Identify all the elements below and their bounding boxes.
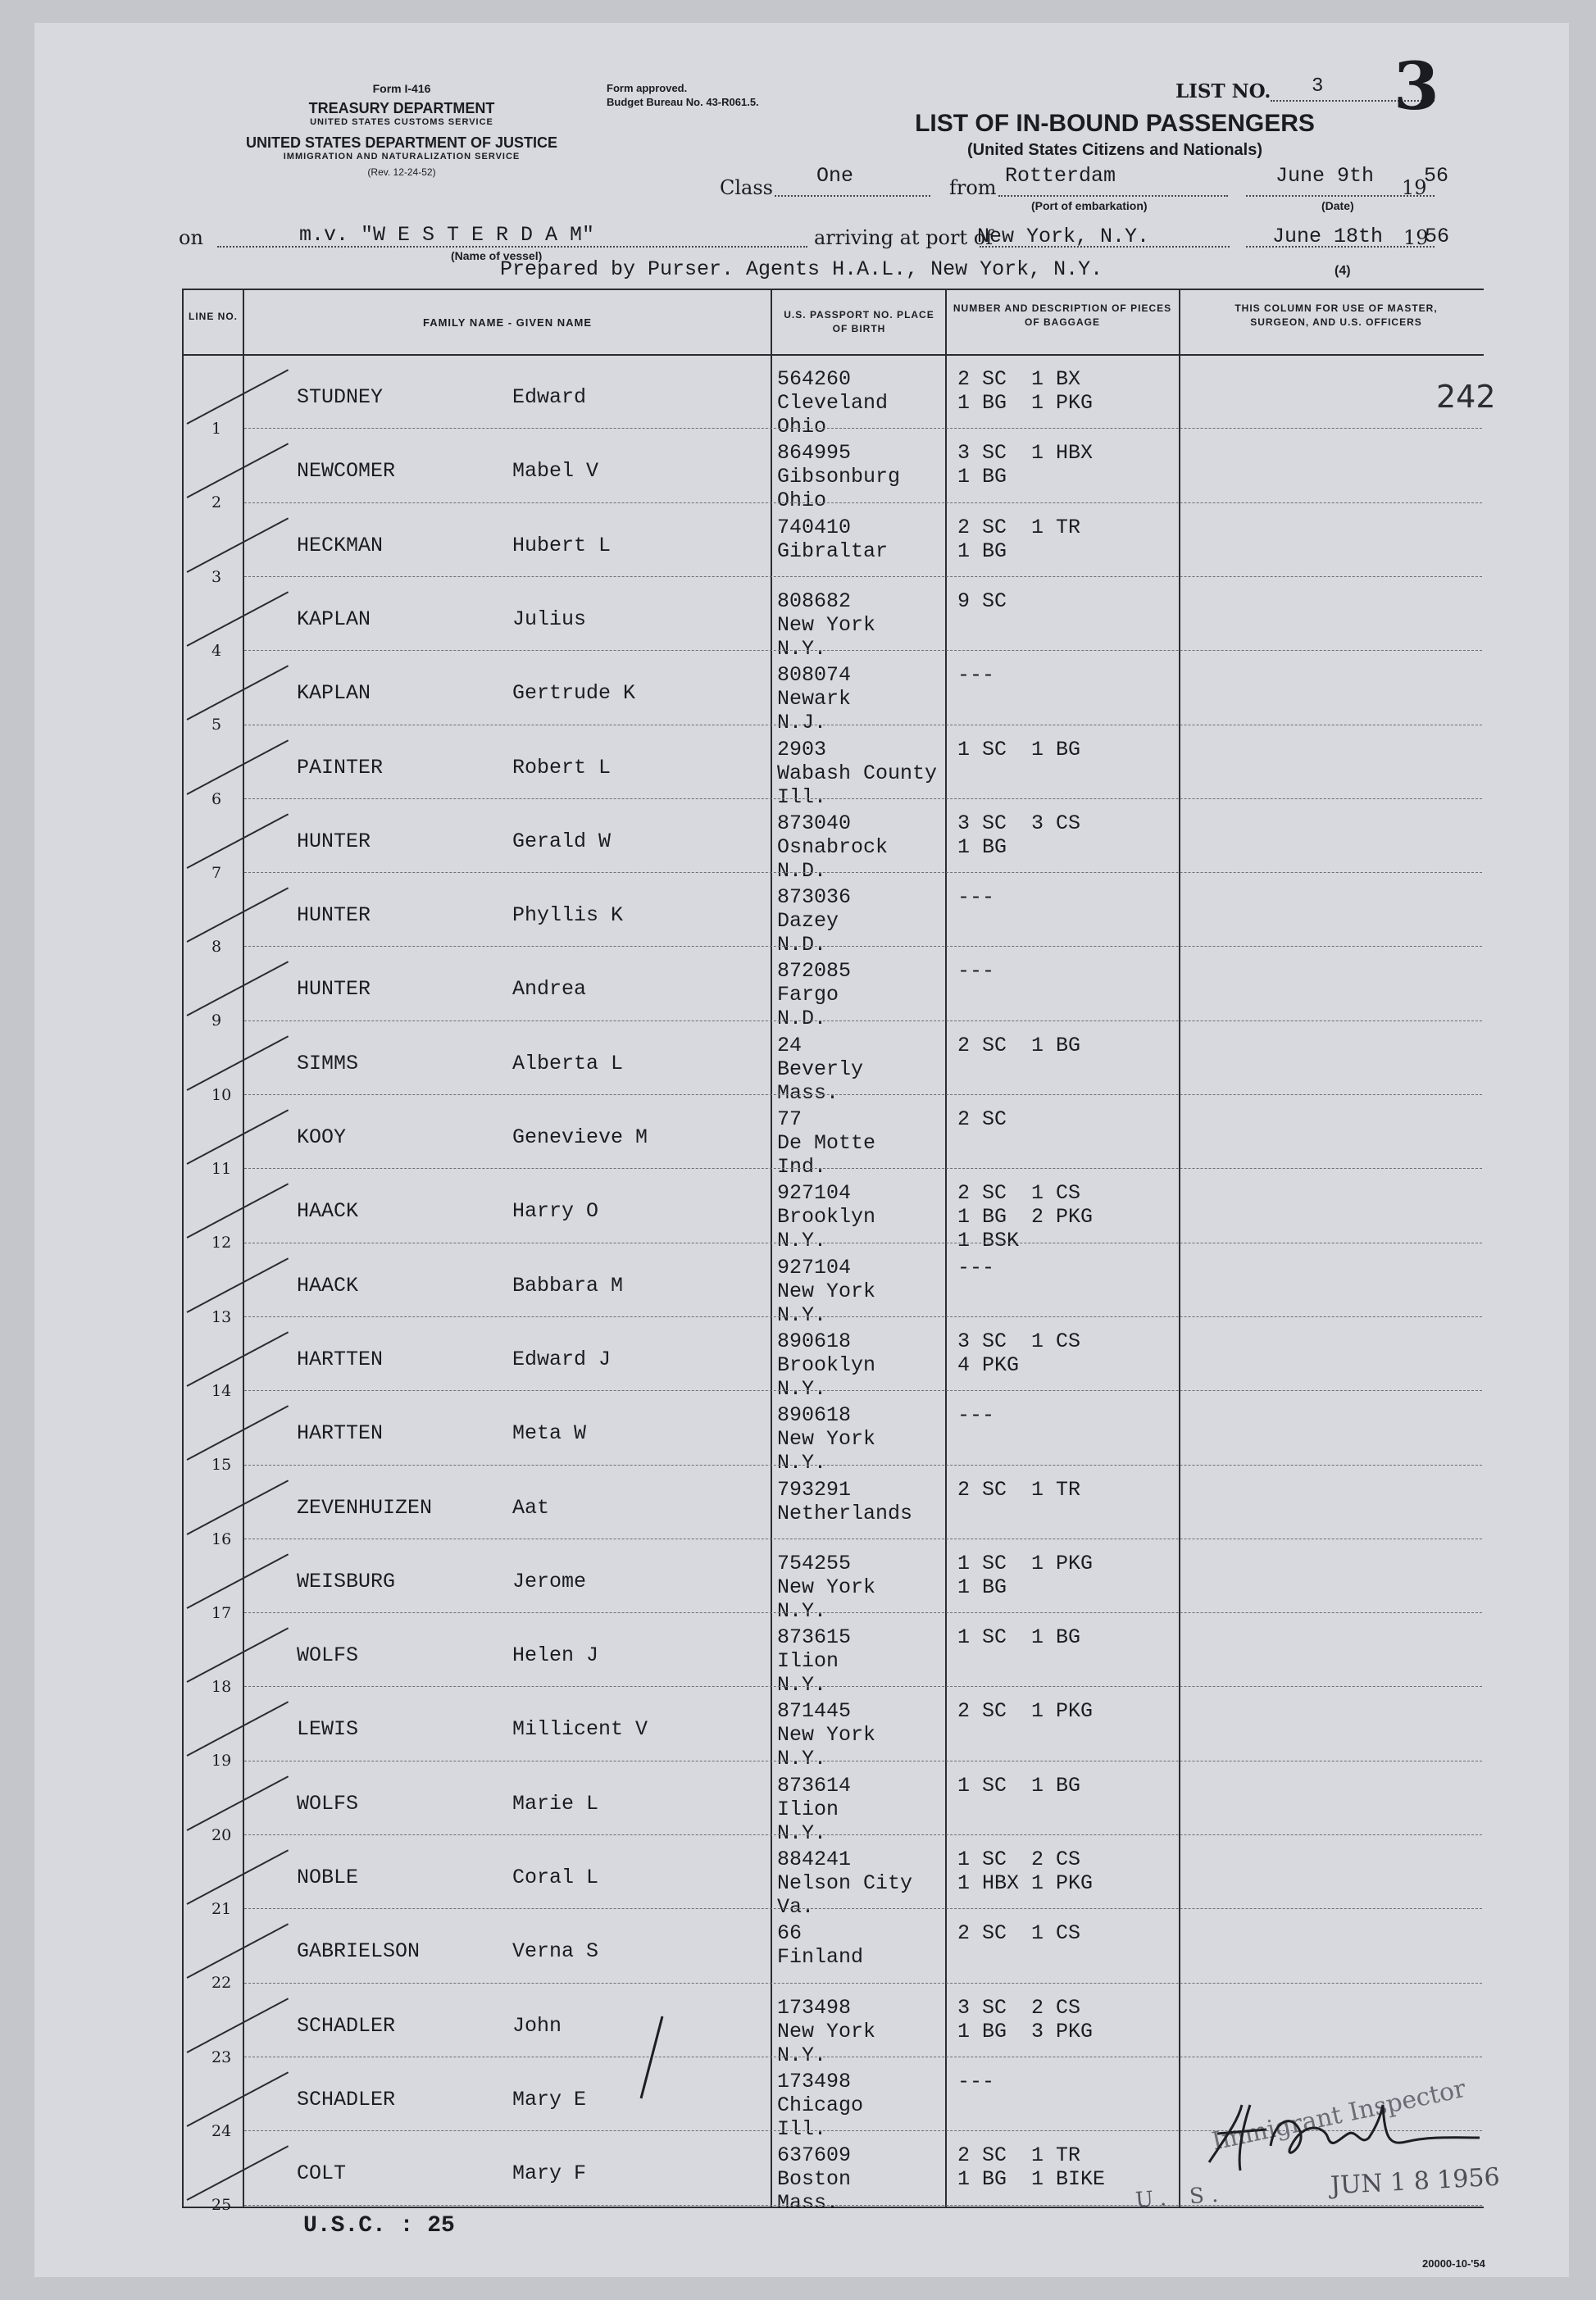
- dept-justice: UNITED STATES DEPARTMENT OF JUSTICE: [245, 134, 557, 151]
- baggage: 3 SC 3 CS 1 BG: [957, 811, 1081, 859]
- given-name: Aat: [512, 1495, 550, 1520]
- passport-birthplace: 740410 Gibraltar: [777, 515, 889, 563]
- class-label: Class: [720, 176, 773, 199]
- passport-birthplace: 173498 Chicago Ill.: [777, 2069, 864, 2141]
- row-separator: [244, 502, 1482, 504]
- passport-birthplace: 77 De Motte Ind.: [777, 1107, 876, 1179]
- line-number: 10: [211, 1085, 232, 1104]
- passport-birthplace: 754255 New York N.Y.: [777, 1551, 876, 1623]
- baggage: ---: [957, 959, 995, 984]
- baggage: 2 SC 1 TR 1 BG: [957, 515, 1081, 563]
- page-title: LIST OF IN-BOUND PASSENGERS: [915, 110, 1315, 137]
- baggage: 1 SC 2 CS 1 HBX 1 PKG: [957, 1848, 1094, 1895]
- line-number: 20: [211, 1825, 232, 1844]
- line-number: 16: [211, 1530, 232, 1548]
- line-number: 25: [211, 2196, 232, 2215]
- dept-treasury: TREASURY DEPARTMENT: [308, 100, 495, 116]
- row-separator: [244, 650, 1482, 652]
- passport-birthplace: 873036 Dazey N.D.: [777, 885, 852, 957]
- row-separator: [244, 1908, 1482, 1910]
- family-name: SCHADLER: [297, 2087, 396, 2111]
- passport-birthplace: 66 Finland: [777, 1921, 864, 1970]
- from-line: [998, 195, 1228, 198]
- date-label: (Date): [1321, 199, 1354, 212]
- budget-bureau: Budget Bureau No. 43-R061.5.: [607, 96, 759, 108]
- line-number: 12: [211, 1234, 232, 1252]
- line-number: 21: [211, 1900, 232, 1918]
- given-name: Andrea: [512, 977, 587, 1002]
- baggage: 3 SC 2 CS 1 BG 3 PKG: [957, 1995, 1094, 2043]
- baggage: ---: [957, 885, 995, 910]
- col-header-passport: U.S. PASSPORT NO. PLACE OF BIRTH: [784, 309, 934, 334]
- family-name: WOLFS: [297, 1643, 359, 1668]
- family-name: HUNTER: [297, 829, 371, 853]
- passport-birthplace: 2903 Wabash County Ill.: [777, 737, 938, 809]
- baggage: 2 SC: [957, 1107, 1007, 1131]
- passport-birthplace: 808682 New York N.Y.: [777, 589, 876, 661]
- family-name: LEWIS: [297, 1717, 359, 1742]
- form-revision: (Rev. 12-24-52): [367, 166, 436, 178]
- passport-birthplace: 564260 Cleveland Ohio: [777, 367, 889, 439]
- family-name: KOOY: [297, 1125, 347, 1149]
- line-number: 8: [211, 938, 222, 957]
- passport-birthplace: 872085 Fargo N.D.: [777, 959, 852, 1031]
- family-name: HARTTEN: [297, 1347, 384, 1371]
- given-name: John: [512, 2013, 562, 2038]
- given-name: Verna S: [512, 1939, 599, 1964]
- vessel-name: m.v. "W E S T E R D A M": [299, 223, 595, 247]
- class-value: One: [816, 164, 854, 188]
- baggage: 1 SC 1 BG: [957, 1625, 1081, 1650]
- date-year-prefix: 19: [1402, 176, 1427, 199]
- vessel-label: (Name of vessel): [451, 249, 543, 262]
- given-name: Mabel V: [512, 459, 599, 484]
- given-name: Gerald W: [512, 829, 612, 853]
- row-separator: [244, 1612, 1482, 1614]
- baggage: ---: [957, 663, 995, 688]
- prepared-by: Prepared by Purser. Agents H.A.L., New York, N.Y.: [500, 257, 1103, 281]
- arrival-year-prefix: 19: [1403, 226, 1429, 249]
- line-number: 13: [211, 1307, 232, 1326]
- row-separator: [244, 1316, 1482, 1318]
- passport-birthplace: 890618 Brooklyn N.Y.: [777, 1329, 876, 1401]
- class-line: [775, 195, 930, 198]
- list-no-label: LIST NO.: [1175, 80, 1271, 102]
- family-name: HECKMAN: [297, 533, 384, 557]
- passport-birthplace: 927104 New York N.Y.: [777, 1255, 876, 1327]
- row-separator: [244, 2057, 1482, 2058]
- passport-birthplace: 927104 Brooklyn N.Y.: [777, 1181, 876, 1253]
- baggage: 3 SC 1 HBX 1 BG: [957, 441, 1094, 489]
- arrival-year-suffix: 56: [1425, 225, 1450, 248]
- baggage: 2 SC 1 PKG: [957, 1699, 1094, 1724]
- given-name: Mary F: [512, 2161, 587, 2186]
- family-name: NOBLE: [297, 1866, 359, 1889]
- line-number: 6: [211, 789, 222, 808]
- row-separator: [244, 576, 1482, 578]
- arrival-port: New York, N.Y.: [977, 225, 1150, 248]
- line-number: 19: [211, 1752, 232, 1770]
- line-number: 11: [211, 1160, 232, 1178]
- dept-justice-sub: IMMIGRATION AND NATURALIZATION SERVICE: [283, 152, 521, 161]
- passport-birthplace: 873615 Ilion N.Y.: [777, 1625, 852, 1698]
- officers-note: 242: [1436, 379, 1496, 415]
- family-name: HAACK: [297, 1199, 359, 1224]
- row-separator: [244, 725, 1482, 726]
- baggage: ---: [957, 1403, 995, 1428]
- baggage: 2 SC 1 BX 1 BG 1 PKG: [957, 367, 1094, 415]
- family-name: NEWCOMER: [297, 459, 396, 484]
- line-number: 14: [211, 1381, 232, 1400]
- baggage: 1 SC 1 BG: [957, 737, 1081, 761]
- footer-form-code: 20000-10-'54: [1422, 2257, 1485, 2270]
- row-separator: [244, 1761, 1482, 1762]
- given-name: Julius: [512, 607, 587, 631]
- given-name: Mary E: [512, 2087, 587, 2111]
- family-name: SCHADLER: [297, 2013, 396, 2038]
- passport-birthplace: 793291 Netherlands: [777, 1477, 913, 1525]
- form-number: Form I-416: [372, 82, 431, 95]
- col-header-officers: THIS COLUMN FOR USE OF MASTER, SURGEON, AND U.S. OFFICERS: [1235, 302, 1438, 328]
- given-name: Alberta L: [512, 1051, 624, 1075]
- col-header-baggage: NUMBER AND DESCRIPTION OF PIECES OF BAGGAGE: [953, 302, 1172, 328]
- footnote-ref: (4): [1335, 264, 1351, 278]
- given-name: Hubert L: [512, 533, 612, 557]
- family-name: PAINTER: [297, 755, 384, 780]
- row-separator: [244, 1168, 1482, 1170]
- row-separator: [244, 1834, 1482, 1836]
- baggage: 2 SC 1 CS 1 BG 2 PKG 1 BSK: [957, 1181, 1094, 1253]
- baggage: 3 SC 1 CS 4 PKG: [957, 1329, 1081, 1377]
- line-number: 5: [211, 716, 222, 734]
- list-no-stamp: 3: [1394, 48, 1439, 125]
- family-name: GABRIELSON: [297, 1939, 421, 1964]
- inspector-signature: [1193, 2089, 1488, 2179]
- given-name: Phyllis K: [512, 903, 624, 928]
- line-number: 24: [211, 2121, 232, 2140]
- baggage: 9 SC: [957, 589, 1007, 613]
- row-separator: [244, 428, 1482, 430]
- line-number: 3: [211, 567, 222, 586]
- given-name: Edward J: [512, 1347, 612, 1371]
- row-separator: [244, 1390, 1482, 1392]
- family-name: HUNTER: [297, 977, 371, 1002]
- from-label: from: [949, 176, 997, 199]
- family-name: WOLFS: [297, 1791, 359, 1816]
- given-name: Gertrude K: [512, 681, 636, 706]
- arriving-label: arriving at port of: [814, 226, 994, 249]
- table-left-border: [182, 289, 184, 2207]
- given-name: Babbara M: [512, 1273, 624, 1298]
- table-header-bottom: [182, 354, 1484, 356]
- inspector-stamp: [1134, 2074, 1529, 2220]
- stamp-date: JUN 1 8 1956: [1330, 2162, 1501, 2201]
- row-separator: [244, 1465, 1482, 1466]
- line-number: 23: [211, 2048, 232, 2066]
- passport-birthplace: 864995 Gibsonburg Ohio: [777, 441, 901, 513]
- pencil-mark: [631, 2013, 672, 2103]
- baggage: ---: [957, 1255, 995, 1280]
- passport-birthplace: 873614 Ilion N.Y.: [777, 1773, 852, 1845]
- date-year-suffix: 56: [1424, 164, 1449, 188]
- family-name: KAPLAN: [297, 681, 371, 706]
- on-label: on: [179, 226, 203, 249]
- stamp-inspector: Immigrant Inspector: [1209, 2074, 1469, 2157]
- passport-birthplace: 890618 New York N.Y.: [777, 1403, 876, 1475]
- baggage: 2 SC 1 CS: [957, 1921, 1081, 1946]
- col-header-line-no: LINE NO.: [188, 311, 238, 322]
- line-number: 2: [211, 493, 222, 512]
- date-value: June 9th: [1275, 164, 1375, 188]
- line-number: 7: [211, 863, 222, 882]
- given-name: Meta W: [512, 1421, 587, 1446]
- family-name: HUNTER: [297, 903, 371, 928]
- row-separator: [244, 946, 1482, 948]
- col-header-name: FAMILY NAME - GIVEN NAME: [422, 316, 593, 329]
- given-name: Harry O: [512, 1199, 599, 1224]
- row-separator: [244, 1686, 1482, 1688]
- line-number: 1: [211, 420, 222, 438]
- baggage: ---: [957, 2069, 995, 2093]
- passport-birthplace: 637609 Boston Mass.: [777, 2143, 852, 2216]
- family-name: ZEVENHUIZEN: [297, 1495, 433, 1520]
- list-no-typed: 3: [1312, 75, 1324, 98]
- row-separator: [244, 1539, 1482, 1540]
- row-separator: [244, 1243, 1482, 1244]
- row-separator: [244, 798, 1482, 800]
- baggage: 1 SC 1 PKG 1 BG: [957, 1551, 1094, 1599]
- row-separator: [244, 1020, 1482, 1022]
- family-name: HARTTEN: [297, 1421, 384, 1446]
- arrival-date: June 18th: [1272, 225, 1384, 248]
- family-name: SIMMS: [297, 1051, 359, 1075]
- page-subtitle: (United States Citizens and Nationals): [966, 141, 1263, 159]
- given-name: Edward: [512, 385, 587, 409]
- given-name: Marie L: [512, 1791, 599, 1816]
- given-name: Helen J: [512, 1643, 599, 1668]
- family-name: STUDNEY: [297, 385, 384, 409]
- dept-treasury-sub: UNITED STATES CUSTOMS SERVICE: [310, 117, 493, 127]
- line-number: 18: [211, 1678, 232, 1697]
- baggage: 2 SC 1 TR: [957, 1477, 1081, 1502]
- port-embark-label: (Port of embarkation): [1031, 199, 1148, 212]
- family-name: COLT: [297, 2161, 347, 2186]
- row-separator: [244, 1094, 1482, 1096]
- passport-birthplace: 24 Beverly Mass.: [777, 1033, 864, 1105]
- given-name: Genevieve M: [512, 1125, 648, 1149]
- passport-birthplace: 873040 Osnabrock N.D.: [777, 811, 889, 883]
- line-number: 9: [211, 1011, 222, 1030]
- row-separator: [244, 872, 1482, 874]
- passport-birthplace: 871445 New York N.Y.: [777, 1699, 876, 1771]
- baggage: 2 SC 1 TR 1 BG 1 BIKE: [957, 2143, 1106, 2192]
- stamp-us: U. S.: [1134, 2182, 1228, 2213]
- table-top-border: [182, 289, 1484, 290]
- row-separator: [244, 1983, 1482, 1984]
- given-name: Robert L: [512, 755, 612, 780]
- passport-birthplace: 808074 Newark N.J.: [777, 663, 852, 735]
- line-number: 22: [211, 1974, 232, 1993]
- baggage: 1 SC 1 BG: [957, 1773, 1081, 1798]
- footer-usc: U.S.C. : 25: [303, 2213, 455, 2239]
- from-value: Rotterdam: [1005, 164, 1116, 188]
- form-approved: Form approved.: [607, 82, 688, 94]
- given-name: Millicent V: [512, 1717, 648, 1742]
- given-name: Coral L: [512, 1866, 599, 1889]
- line-number: 17: [211, 1603, 232, 1622]
- passport-birthplace: 173498 New York N.Y.: [777, 1995, 876, 2067]
- given-name: Jerome: [512, 1569, 587, 1593]
- family-name: KAPLAN: [297, 607, 371, 631]
- family-name: WEISBURG: [297, 1569, 396, 1593]
- passport-birthplace: 884241 Nelson City Va.: [777, 1848, 913, 1919]
- family-name: HAACK: [297, 1273, 359, 1298]
- baggage: 2 SC 1 BG: [957, 1033, 1081, 1057]
- line-number: 15: [211, 1456, 232, 1475]
- line-number: 4: [211, 641, 222, 660]
